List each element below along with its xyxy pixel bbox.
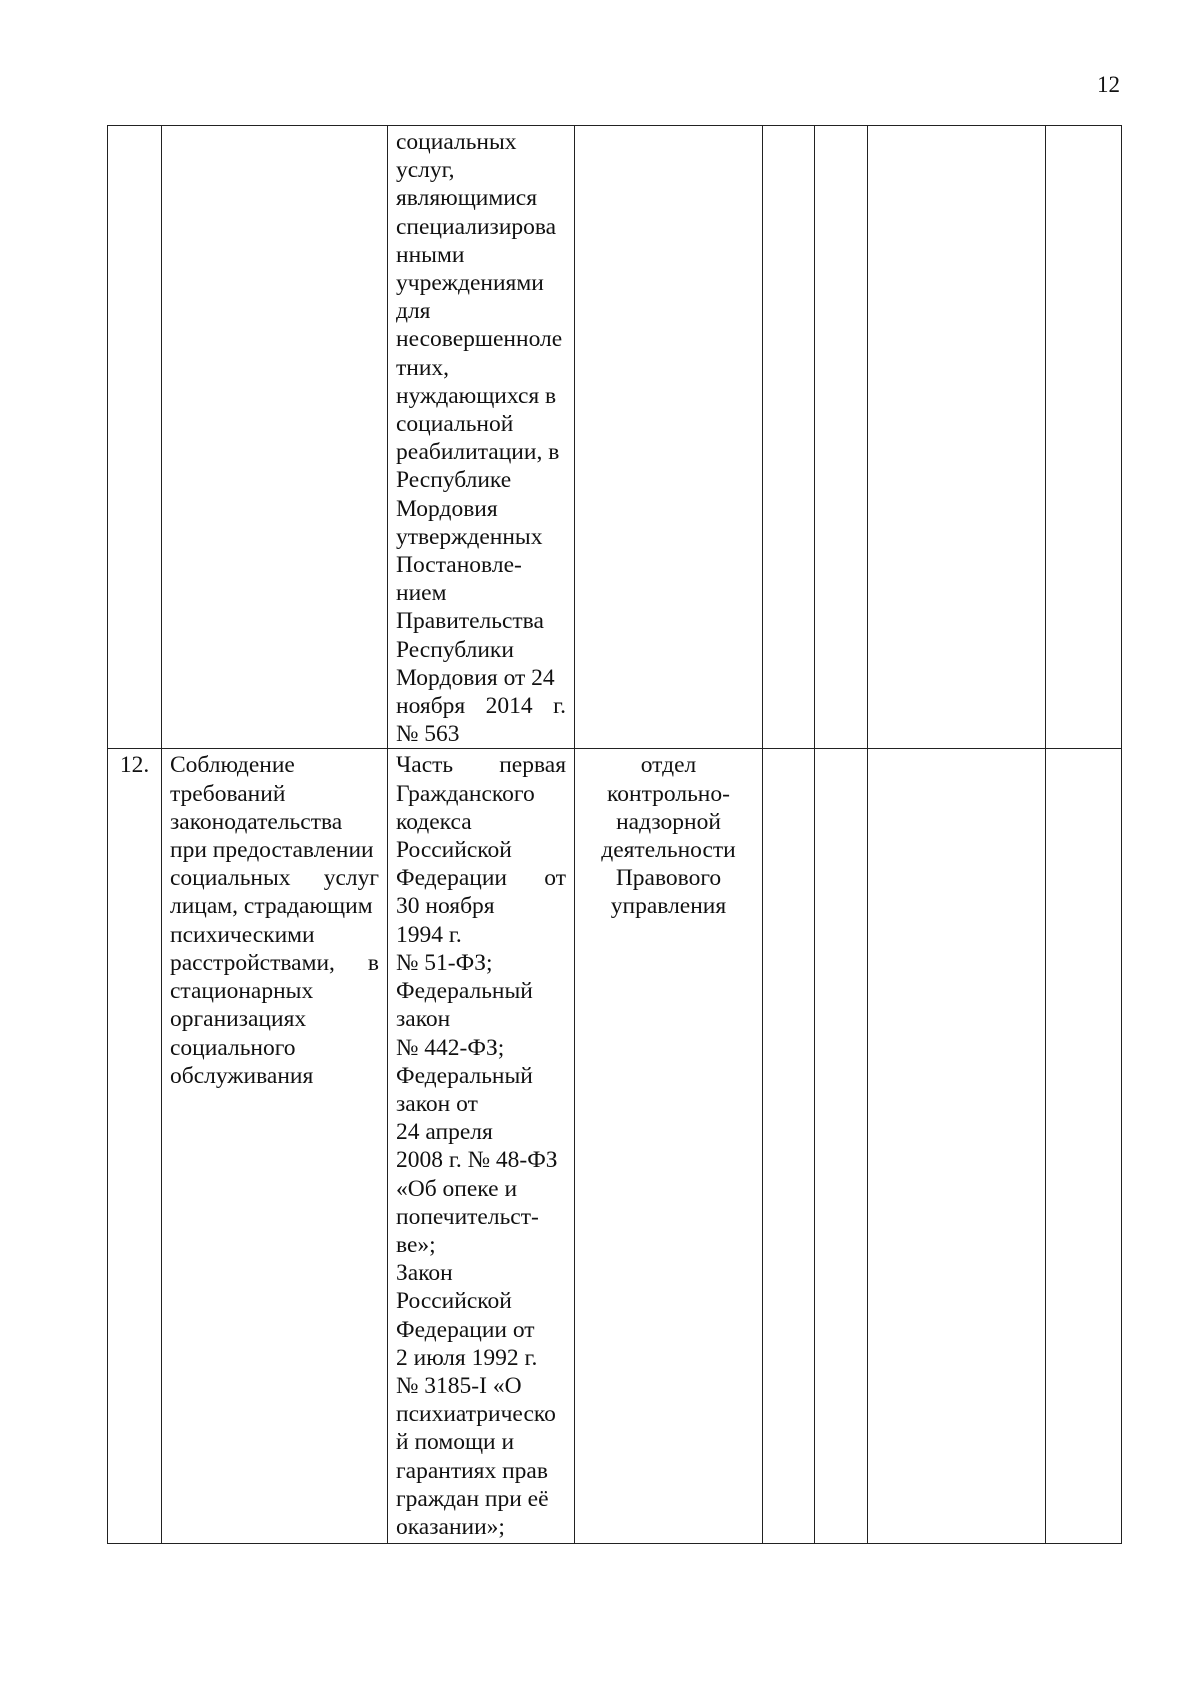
text-line: социальной — [396, 411, 514, 438]
empty-cell — [815, 126, 868, 749]
text-line: оказании»; — [396, 1513, 505, 1540]
text-line: контрольно- — [607, 780, 730, 807]
empty-cell — [763, 126, 815, 749]
text-line: несовершенноле — [396, 326, 563, 353]
text-line: Федерации от — [396, 865, 566, 892]
responsible-department-cell — [575, 126, 763, 749]
text-line: 1994 г. — [396, 921, 462, 948]
text-line: законодательства — [170, 808, 343, 835]
text-line: гарантиях прав — [396, 1457, 548, 1484]
text-line: требований — [170, 780, 286, 807]
text-line: социального — [170, 1034, 296, 1061]
text-line: Правового — [615, 865, 722, 892]
legal-basis-cell — [388, 749, 575, 1544]
text-line: социальных — [396, 129, 517, 155]
text-line: Федерации от — [396, 1316, 535, 1343]
empty-cell — [868, 126, 1046, 749]
text-line: 30 ноября — [396, 893, 495, 920]
text-line: специализирова — [396, 213, 557, 240]
text-line: Соблюдение — [170, 752, 295, 779]
text-line: Часть первая — [396, 752, 566, 779]
text-line: нуждающихся в — [396, 382, 557, 409]
text-line: отдел — [640, 752, 697, 779]
text-line: социальных услуг — [170, 865, 379, 892]
text-line: Гражданского — [396, 780, 535, 807]
text-line: стационарных — [170, 978, 314, 1005]
text-line: являющимися — [396, 185, 538, 212]
text-line: Постановле- — [396, 552, 522, 579]
text-line: нием — [396, 580, 447, 607]
text-line: кодекса — [396, 808, 472, 835]
text-line: № 442-ФЗ; — [396, 1034, 505, 1061]
text-line: тних, — [396, 354, 450, 381]
inspection-subject-cell — [162, 126, 388, 749]
text-line: Республики — [396, 636, 514, 663]
inspection-subject-cell — [162, 749, 388, 1544]
legal-basis-cell — [388, 126, 575, 749]
text-line: организациях — [170, 1006, 307, 1033]
inspection-table — [107, 125, 1122, 1544]
page-number: 12 — [1097, 72, 1120, 97]
text-line: попечительст- — [396, 1203, 539, 1230]
empty-cell — [868, 749, 1046, 1544]
text-line: «Об опеке и — [396, 1175, 518, 1202]
text-line: № 3185-I «О — [396, 1372, 522, 1399]
text-line: 2 июля 1992 г. — [396, 1344, 538, 1371]
text-line: психическими — [170, 921, 315, 948]
text-line: управления — [610, 893, 727, 920]
text-line: й помощи и — [396, 1429, 515, 1456]
text-line: Мордовия от 24 — [396, 664, 555, 691]
inspection-subject-lines — [170, 751, 379, 1089]
table-row — [108, 749, 1122, 1544]
row-number-cell — [108, 126, 162, 749]
text-line: 2008 г. № 48-ФЗ — [396, 1147, 558, 1174]
text-line: Федеральный — [396, 1062, 533, 1089]
empty-cell — [1046, 126, 1122, 749]
text-line: Российской — [396, 1288, 512, 1315]
text-line: реабилитации, в — [396, 439, 560, 466]
empty-cell — [815, 749, 868, 1544]
text-line: надзорной — [616, 808, 721, 835]
text-line: Республике — [396, 467, 512, 494]
text-line: психиатрическо — [396, 1401, 556, 1428]
text-line: Правительства — [396, 608, 544, 635]
responsible-department-cell — [575, 749, 763, 1544]
text-line: № 51-ФЗ; — [396, 949, 493, 976]
text-line: лицам, страдающим — [170, 893, 373, 920]
empty-cell — [1046, 749, 1122, 1544]
text-line: Федеральный — [396, 978, 533, 1005]
legal-basis-lines — [396, 751, 566, 1541]
text-line: обслуживания — [170, 1062, 314, 1089]
legal-basis-lines — [396, 128, 566, 748]
text-line: нными — [396, 241, 465, 268]
text-line: при предоставлении — [170, 837, 374, 864]
text-line: № 563 — [396, 721, 460, 748]
text-line: для — [396, 298, 431, 325]
text-line: Мордовия — [396, 495, 498, 522]
responsible-department-lines — [583, 751, 754, 920]
text-line: ноября 2014 г. — [396, 693, 566, 720]
text-line: деятельности — [601, 837, 736, 864]
text-line: расстройствами, в — [170, 949, 379, 976]
row-number-cell: 12. — [108, 749, 162, 1544]
table-row — [108, 126, 1122, 749]
text-line: граждан при её — [396, 1485, 549, 1512]
text-line: утвержденных — [396, 523, 543, 550]
text-line: учреждениями — [396, 270, 544, 297]
empty-cell — [763, 749, 815, 1544]
text-line: услуг, — [396, 157, 455, 184]
text-line: закон от — [396, 1090, 478, 1117]
text-line: 24 апреля — [396, 1119, 493, 1146]
text-line: Российской — [396, 837, 512, 864]
text-line: закон — [396, 1006, 451, 1033]
text-line: ве»; — [396, 1231, 436, 1258]
text-line: Закон — [396, 1260, 453, 1287]
